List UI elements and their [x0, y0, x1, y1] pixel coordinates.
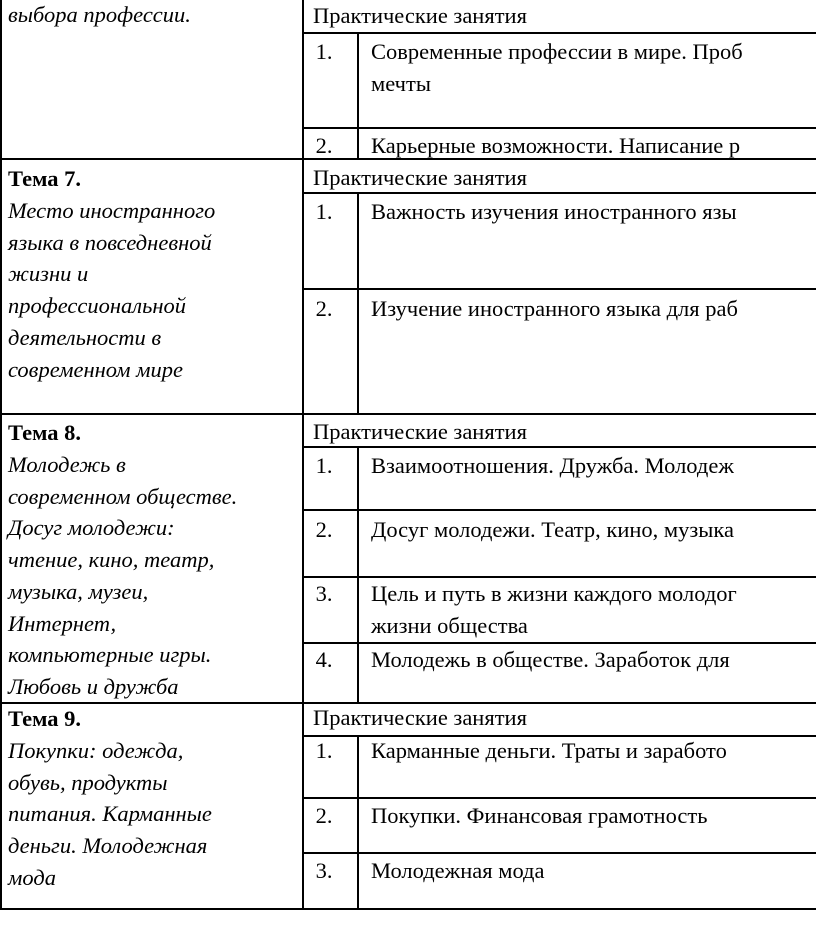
description-line: жизни и [8, 261, 89, 287]
item-separator [302, 509, 816, 511]
topic-description [8, 195, 296, 385]
item-number: 2. [315, 133, 333, 158]
item-number: 2. [315, 517, 333, 542]
item-line: Современные профессии в мире. Проб [371, 39, 743, 64]
topic-description [8, 0, 296, 31]
item-text: Взаимоотношения. Дружба. Молодеж [371, 453, 734, 478]
description-line: чтение, кино, театр, [8, 547, 215, 573]
section-title: Практические занятия [313, 165, 527, 190]
column-divider-number [357, 735, 359, 910]
row-separator [0, 413, 816, 415]
item-text: Изучение иностранного языка для раб [371, 296, 738, 321]
description-line: профессиональной [8, 293, 187, 319]
description-line: Покупки: одежда, [8, 738, 184, 763]
description-line: современном обществе. [8, 483, 238, 509]
section-separator [302, 32, 816, 34]
section-title: Практические занятия [313, 3, 527, 28]
item-text: Карьерные возможности. Написание р [371, 133, 741, 158]
item-text: Карманные деньги. Траты и заработо [371, 738, 727, 763]
column-divider-number [357, 446, 359, 702]
description-line: деньги. Молодежная [8, 833, 208, 859]
table-border-bottom [0, 908, 816, 910]
item-separator [302, 127, 816, 129]
item-number: 4. [315, 647, 333, 672]
description-line: питания. Карманные [8, 801, 212, 827]
description-line: Место иностранного [8, 198, 216, 223]
item-text: Молодежь в обществе. Заработок для [371, 647, 730, 672]
section-title: Практические занятия [313, 419, 527, 444]
description-line: мода [8, 864, 56, 890]
topic-title: Тема 8. [8, 420, 82, 445]
item-text: Важность изучения иностранного язы [371, 199, 737, 224]
item-text: Молодежная мода [371, 858, 545, 883]
item-number: 1. [315, 453, 333, 478]
description-line: деятельности в [8, 324, 162, 350]
item-line: жизни общества [371, 612, 528, 638]
item-number: 3. [315, 858, 333, 883]
column-divider-number [357, 32, 359, 158]
item-text [371, 578, 737, 641]
item-number: 1. [315, 199, 333, 224]
topic-description [8, 449, 296, 703]
description-line: выбора профессии. [8, 2, 191, 27]
item-separator [302, 852, 816, 854]
item-number: 1. [315, 39, 333, 64]
topic-title: Тема 7. [8, 166, 82, 191]
description-line: обувь, продукты [8, 769, 168, 795]
item-number: 2. [315, 296, 333, 321]
description-line: Любовь и дружба [8, 673, 179, 699]
item-text: Покупки. Финансовая грамотность [371, 803, 708, 828]
topic-description [8, 735, 296, 894]
item-number: 1. [315, 738, 333, 763]
table-border-left [0, 0, 2, 910]
item-number: 3. [315, 581, 333, 606]
description-line: Досуг молодежи: [8, 515, 175, 541]
description-line: Интернет, [8, 610, 117, 636]
item-text [371, 36, 743, 99]
topic-title: Тема 9. [8, 706, 82, 731]
item-line: мечты [371, 70, 431, 96]
item-separator [302, 288, 816, 290]
description-line: Молодежь в [8, 452, 126, 477]
item-separator [302, 797, 816, 799]
column-divider-number [357, 192, 359, 413]
section-title: Практические занятия [313, 705, 527, 730]
description-line: компьютерные игры. [8, 642, 212, 668]
item-number: 2. [315, 803, 333, 828]
description-line: музыка, музеи, [8, 578, 149, 604]
description-line: языка в повседневной [8, 229, 212, 255]
description-line: современном мире [8, 356, 184, 382]
item-line: Цель и путь в жизни каждого молодог [371, 581, 737, 606]
item-text: Досуг молодежи. Театр, кино, музыка [371, 517, 734, 542]
